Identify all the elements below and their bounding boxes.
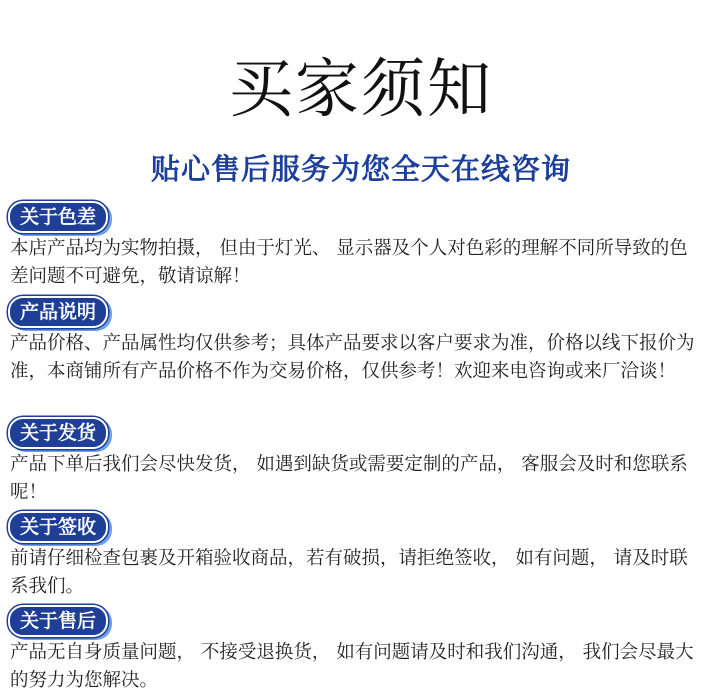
section-badge-shipping: 关于发货 bbox=[8, 417, 108, 449]
section-text-shipping: 产品下单后我们会尽快发货， 如遇到缺货或需要定制的产品， 客服会及时和您联系呢！ bbox=[10, 454, 688, 503]
section-text-product-info: 产品价格、产品属性均仅供参考；具体产品要求以客户要求为准，价格以线下报价为准，本商铺所有产品价格不作为交易价格，仅供参考！欢迎来电咨询或来厂洽谈！ bbox=[10, 333, 695, 382]
section-badge-color-difference: 关于色差 bbox=[8, 201, 108, 233]
section-badge-after-sales: 关于售后 bbox=[8, 605, 108, 637]
page-title: 买家须知 bbox=[229, 53, 493, 127]
section-text-after-sales: 产品无自身质量问题， 不接受退换货， 如有问题请及时和我们沟通， 我们会尽最大的努力为您解决。 bbox=[10, 642, 694, 691]
page-subtitle: 贴心售后服务为您全天在线咨询 bbox=[150, 152, 571, 186]
section-text-receiving: 前请仔细检查包裹及开箱验收商品，若有破损，请拒绝签收， 如有问题， 请及时联系我们。 bbox=[10, 548, 688, 597]
section-badge-receiving: 关于签收 bbox=[8, 511, 108, 543]
section-badge-product-info: 产品说明 bbox=[8, 296, 108, 328]
section-text-color-difference: 本店产品均为实物拍摄， 但由于灯光、 显示器及个人对色彩的理解不同所导致的色差问题不可避免，敬请谅解！ bbox=[10, 238, 688, 287]
